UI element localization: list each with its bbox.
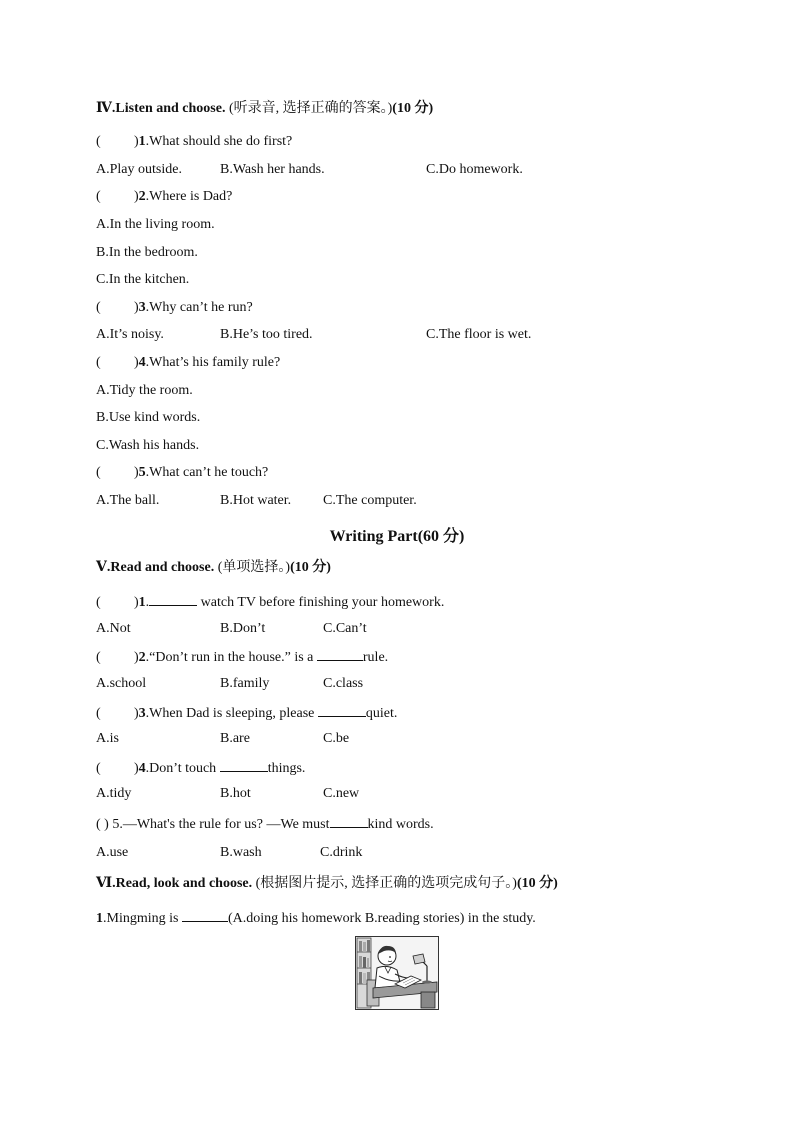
option-a: A.In the living room.: [96, 217, 215, 232]
answer-paren[interactable]: (: [96, 595, 101, 610]
option-a: A.It’s noisy.: [96, 327, 164, 342]
answer-paren[interactable]: (: [96, 134, 101, 149]
section-6-score: (10 分): [516, 876, 558, 891]
option-c: C.Do homework.: [426, 162, 523, 177]
option-c: C.The floor is wet.: [426, 327, 532, 342]
option-a: A.use: [96, 845, 129, 860]
option-a: A.Play outside.: [96, 162, 182, 177]
answer-paren[interactable]: (: [96, 706, 101, 721]
answer-paren[interactable]: (: [96, 650, 101, 665]
s5-question-5: ( ) 5.—What's the rule for us? —We must kind words.: [96, 814, 434, 834]
s4-question-5: ( )5.What can’t he touch?: [96, 465, 269, 480]
section-6-title: Read, look and choose.: [115, 876, 253, 891]
s4-question-3: ( )3.Why can’t he run?: [96, 300, 253, 315]
option-b: B.He’s too tired.: [220, 327, 313, 342]
s6-question-1: 1.Mingming is (A.doing his homework B.reading stories) in the study.: [96, 908, 536, 928]
option-c: C.class: [323, 676, 364, 691]
option-b: B.In the bedroom.: [96, 245, 198, 260]
answer-paren[interactable]: (: [96, 355, 101, 370]
section-4-roman: Ⅳ.: [96, 101, 116, 116]
option-a: A.school: [96, 676, 147, 691]
s5-question-4: ( )4.Don’t touch things.: [96, 758, 305, 778]
fill-blank[interactable]: [330, 814, 368, 828]
option-b: B.Wash her hands.: [220, 162, 325, 177]
option-c: C.In the kitchen.: [96, 272, 190, 287]
option-c: C.The computer.: [323, 493, 417, 508]
option-c: C.drink: [320, 845, 363, 860]
answer-paren[interactable]: (: [96, 189, 101, 204]
fill-blank[interactable]: [318, 703, 366, 717]
fill-blank[interactable]: [317, 647, 363, 661]
option-a: A.Tidy the room.: [96, 383, 193, 398]
fill-blank[interactable]: [149, 592, 197, 606]
section-6-heading: Ⅵ.Read, look and choose. (根据图片提示, 选择正确的选项完成句子。)(10 分): [96, 876, 558, 891]
s5-question-1: ( )1. watch TV before finishing your homework.: [96, 592, 444, 612]
s4-question-1: ( )1.What should she do first?: [96, 134, 293, 149]
option-c: C.new: [323, 786, 360, 801]
fill-blank[interactable]: [220, 758, 268, 772]
option-a: A.Not: [96, 621, 131, 636]
s4-question-4: ( )4.What’s his family rule?: [96, 355, 281, 370]
option-b: B.Hot water.: [220, 493, 292, 508]
answer-paren[interactable]: (: [96, 761, 101, 776]
section-5-title: Read and choose.: [110, 560, 215, 575]
s5-question-2: ( )2.“Don’t run in the house.” is a rule.: [96, 647, 388, 667]
s4-question-2: ( )2.Where is Dad?: [96, 189, 233, 204]
option-b: B.are: [220, 731, 250, 746]
option-b: B.wash: [220, 845, 262, 860]
option-b: B.Don’t: [220, 621, 266, 636]
writing-part-title: Writing Part(60 分): [329, 528, 465, 545]
option-c: C.Can’t: [323, 621, 367, 636]
fill-blank[interactable]: [182, 908, 228, 922]
option-c: C.be: [323, 731, 350, 746]
option-c: C.Wash his hands.: [96, 438, 200, 453]
section-5-heading: Ⅴ.Read and choose. (单项选择。)(10 分): [96, 560, 331, 575]
answer-paren[interactable]: (: [96, 300, 101, 315]
option-b: B.Use kind words.: [96, 410, 201, 425]
section-5-score: (10 分): [290, 560, 331, 575]
answer-paren[interactable]: ( ): [96, 817, 109, 832]
answer-paren[interactable]: (: [96, 465, 101, 480]
section-4-cn: (听录音, 选择正确的答案。): [225, 101, 393, 116]
s5-question-3: ( )3.When Dad is sleeping, please quiet.: [96, 703, 397, 723]
boy-studying-illustration: [355, 936, 439, 1010]
section-4-title: Listen and choose.: [115, 101, 226, 116]
section-4-heading: [96, 100, 433, 118]
option-a: A.The ball.: [96, 493, 160, 508]
option-a: A.tidy: [96, 786, 132, 801]
section-4-score: (10 分): [392, 101, 434, 116]
option-b: B.hot: [220, 786, 251, 801]
option-a: A.is: [96, 731, 119, 746]
option-b: B.family: [220, 676, 270, 691]
